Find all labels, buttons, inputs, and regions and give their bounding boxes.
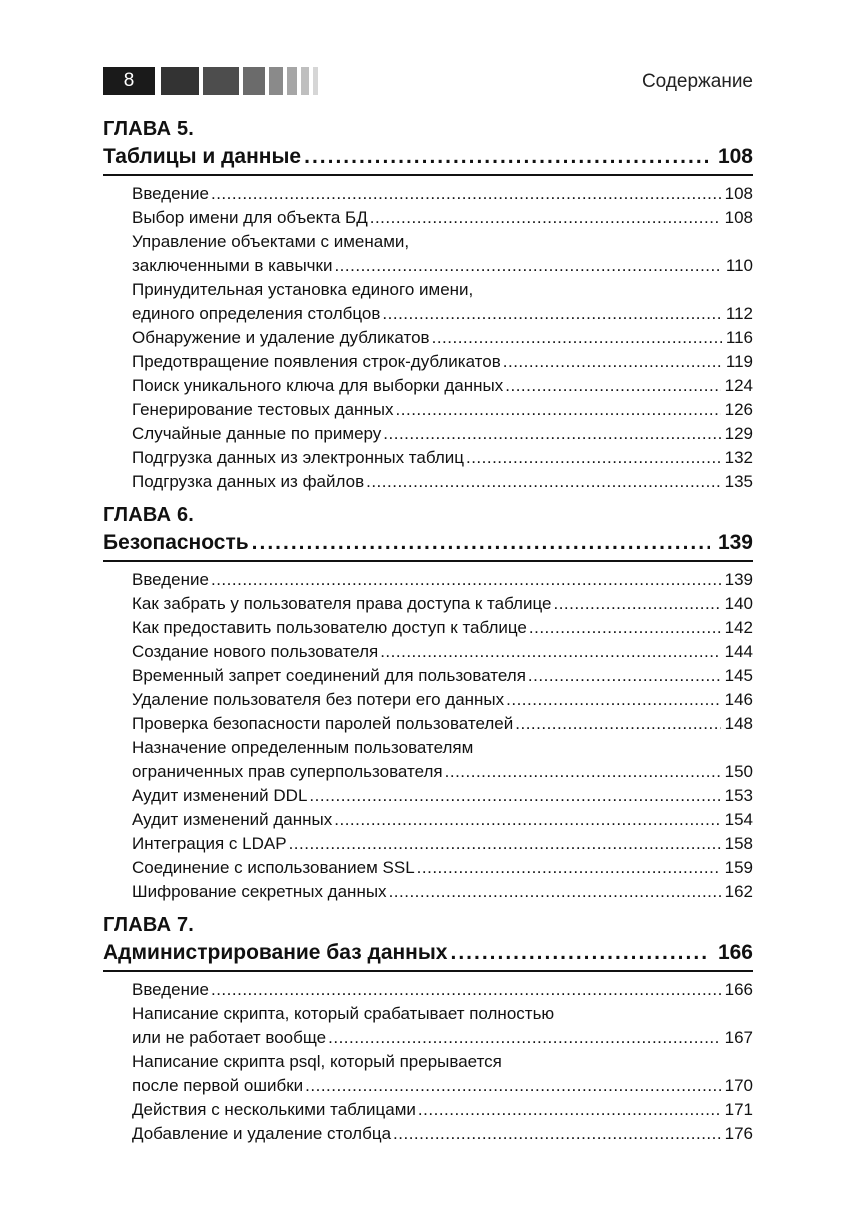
toc-entry[interactable] (103, 832, 753, 856)
entry-row (132, 1074, 753, 1098)
entry-title-line1: Принудительная установка единого имени, (132, 280, 474, 299)
entry-page-number: 148 (724, 714, 753, 733)
toc-entry[interactable] (103, 712, 753, 736)
chapter-title: Администрирование баз данных (103, 941, 448, 964)
entry-row (132, 422, 753, 446)
toc-entry[interactable] (103, 326, 753, 350)
dot-leader (383, 422, 720, 446)
entry-row (132, 784, 753, 808)
entry-title: Генерирование тестовых данных (132, 400, 394, 419)
dot-leader (309, 784, 720, 808)
dot-leader (396, 398, 721, 422)
dot-leader (450, 938, 709, 968)
entry-page-number: 145 (724, 666, 753, 685)
entry-page-number: 140 (724, 594, 753, 613)
entry-title: Введение (132, 184, 209, 203)
entry-row (132, 592, 753, 616)
chapter-title-row[interactable] (103, 938, 753, 972)
dot-leader (418, 1098, 721, 1122)
header-bar (269, 67, 283, 95)
entry-title: Создание нового пользователя (132, 642, 379, 661)
toc-entry[interactable] (103, 446, 753, 470)
entry-page-number: 119 (725, 352, 753, 371)
entry-row (132, 832, 753, 856)
entry-row (132, 978, 753, 1002)
toc-entry[interactable] (103, 470, 753, 494)
chapter-title: Безопасность (103, 531, 249, 554)
entry-title: Интеграция с LDAP (132, 834, 287, 853)
toc-entry[interactable] (103, 640, 753, 664)
entry-row (132, 640, 753, 664)
dot-leader (211, 182, 721, 206)
dot-leader (211, 978, 721, 1002)
entry-page-number: 171 (724, 1100, 753, 1119)
dot-leader (382, 302, 721, 326)
entry-row (132, 712, 753, 736)
toc-entry[interactable] (103, 278, 753, 326)
toc-entry[interactable] (103, 1050, 753, 1098)
entry-row (132, 760, 753, 784)
toc-entry[interactable] (103, 808, 753, 832)
toc-entry[interactable] (103, 398, 753, 422)
chapter-title-row[interactable] (103, 528, 753, 562)
dot-leader (432, 326, 722, 350)
entry-row (132, 880, 753, 904)
entry-title: Обнаружение и удаление дубликатов (132, 328, 430, 347)
dot-leader (389, 880, 721, 904)
entry-row (132, 350, 753, 374)
entry-title-line1: Управление объектами с именами, (132, 232, 410, 251)
entry-title: Добавление и удаление столбца (132, 1124, 392, 1143)
toc-entry[interactable] (103, 568, 753, 592)
entry-page-number: 158 (724, 834, 753, 853)
header-bar (161, 67, 199, 95)
toc-entry[interactable] (103, 1122, 753, 1146)
header-bar (203, 67, 239, 95)
entry-page-number: 108 (724, 184, 753, 203)
dot-leader (252, 528, 710, 558)
dot-leader (334, 808, 720, 832)
entry-title: Введение (132, 570, 209, 589)
entry-row (132, 664, 753, 688)
toc-entry[interactable] (103, 1098, 753, 1122)
dot-leader (528, 664, 721, 688)
entry-page-number: 146 (724, 690, 753, 709)
toc-entry[interactable] (103, 1002, 753, 1050)
entry-title: Проверка безопасности паролей пользователей (132, 714, 514, 733)
entry-page-number: 112 (725, 304, 753, 323)
dot-leader (289, 832, 721, 856)
entry-row (132, 1098, 753, 1122)
dot-leader (553, 592, 720, 616)
entry-row (132, 398, 753, 422)
toc-entry[interactable] (103, 616, 753, 640)
dot-leader (445, 760, 721, 784)
entry-title: Предотвращение появления строк-дубликатов (132, 352, 501, 371)
dot-leader (366, 470, 721, 494)
dot-leader (417, 856, 721, 880)
entry-title: Действия с несколькими таблицами (132, 1100, 416, 1119)
entry-row (132, 374, 753, 398)
entry-title: Аудит изменений DDL (132, 786, 308, 805)
entry-title-line1: Написание скрипта psql, который прерывается (132, 1052, 502, 1071)
entry-row (132, 688, 753, 712)
entry-page-number: 176 (724, 1124, 753, 1143)
entry-page-number: 108 (724, 208, 753, 227)
entry-title: Поиск уникального ключа для выборки данных (132, 376, 504, 395)
entry-title: заключенными в кавычки (132, 256, 333, 275)
entry-title: единого определения столбцов (132, 304, 381, 323)
page-number: 8 (103, 67, 155, 95)
dot-leader (328, 1026, 721, 1050)
entry-row (132, 254, 753, 278)
chapter-page-number: 108 (717, 145, 753, 168)
dot-leader (211, 568, 721, 592)
entry-page-number: 126 (724, 400, 753, 419)
entry-title-line1: Назначение определенным пользователям (132, 738, 474, 757)
running-title: Содержание (641, 71, 753, 92)
entry-title: Как предоставить пользователю доступ к таблице (132, 618, 527, 637)
dot-leader (380, 640, 720, 664)
entry-page-number: 150 (724, 762, 753, 781)
entry-title: Выбор имени для объекта БД (132, 208, 368, 227)
dot-leader (503, 350, 722, 374)
chapter-page-number: 166 (717, 941, 753, 964)
table-of-contents (103, 116, 753, 1154)
toc-entry[interactable] (103, 206, 753, 230)
chapter-page-number: 139 (717, 531, 753, 554)
toc-entry[interactable] (103, 374, 753, 398)
toc-entry[interactable] (103, 688, 753, 712)
entry-row (132, 568, 753, 592)
dot-leader (506, 688, 720, 712)
entry-title-line1: Написание скрипта, который срабатывает полностью (132, 1004, 555, 1023)
entry-page-number: 159 (724, 858, 753, 877)
entry-title: Временный запрет соединений для пользователя (132, 666, 526, 685)
toc-entry[interactable] (103, 182, 753, 206)
entry-page-number: 153 (724, 786, 753, 805)
chapter-title-row[interactable] (103, 142, 753, 176)
header-bar (287, 67, 297, 95)
entry-page-number: 162 (724, 882, 753, 901)
entry-row (132, 616, 753, 640)
header-bar (243, 67, 265, 95)
entry-page-number: 144 (724, 642, 753, 661)
entry-row (132, 856, 753, 880)
entry-page-number: 167 (724, 1028, 753, 1047)
entry-row (132, 470, 753, 494)
entry-page-number: 129 (724, 424, 753, 443)
dot-leader (515, 712, 720, 736)
entry-title: после первой ошибки (132, 1076, 304, 1095)
toc-entry[interactable] (103, 230, 753, 278)
entry-title: или не работает вообще (132, 1028, 327, 1047)
entry-page-number: 166 (724, 980, 753, 999)
entry-row (132, 1122, 753, 1146)
entry-page-number: 170 (724, 1076, 753, 1095)
toc-entry[interactable] (103, 880, 753, 904)
chapter-section (103, 116, 753, 494)
entry-page-number: 154 (724, 810, 753, 829)
chapter-section (103, 912, 753, 1146)
entry-row (132, 446, 753, 470)
entry-row (132, 206, 753, 230)
entry-title: Подгрузка данных из электронных таблиц (132, 448, 464, 467)
entry-row (132, 808, 753, 832)
entry-page-number: 139 (724, 570, 753, 589)
entry-row (132, 182, 753, 206)
entry-title: ограниченных прав суперпользователя (132, 762, 443, 781)
toc-entry[interactable] (103, 856, 753, 880)
entry-title: Соединение с использованием SSL (132, 858, 415, 877)
entry-page-number: 132 (724, 448, 753, 467)
entry-title: Шифрование секретных данных (132, 882, 387, 901)
chapter-section (103, 502, 753, 904)
header-bar (313, 67, 318, 95)
dot-leader (305, 1074, 720, 1098)
dot-leader (529, 616, 721, 640)
toc-entry[interactable] (103, 784, 753, 808)
dot-leader (393, 1122, 721, 1146)
dot-leader (304, 142, 710, 172)
entry-page-number: 142 (724, 618, 753, 637)
toc-entry[interactable] (103, 422, 753, 446)
entry-row (132, 326, 753, 350)
entry-title: Удаление пользователя без потери его данных (132, 690, 505, 709)
dot-leader (505, 374, 720, 398)
entry-page-number: 124 (724, 376, 753, 395)
entry-page-number: 110 (725, 256, 753, 275)
chapter-label: ГЛАВА 5. (103, 118, 195, 140)
header-bar (301, 67, 309, 95)
entry-page-number: 135 (724, 472, 753, 491)
page-header (103, 67, 753, 95)
entry-title: Аудит изменений данных (132, 810, 333, 829)
chapter-title: Таблицы и данные (103, 145, 302, 168)
entry-title: Введение (132, 980, 209, 999)
entry-page-number: 116 (725, 328, 753, 347)
dot-leader (370, 206, 721, 230)
toc-entry[interactable] (103, 350, 753, 374)
chapter-label: ГЛАВА 6. (103, 504, 195, 526)
toc-entry[interactable] (103, 664, 753, 688)
chapter-label: ГЛАВА 7. (103, 914, 195, 936)
dot-leader (466, 446, 721, 470)
toc-entry[interactable] (103, 736, 753, 784)
entry-row (132, 302, 753, 326)
entry-title: Подгрузка данных из файлов (132, 472, 365, 491)
entry-title: Как забрать у пользователя права доступа к таблице (132, 594, 552, 613)
dot-leader (334, 254, 721, 278)
toc-entry[interactable] (103, 978, 753, 1002)
entry-row (132, 1026, 753, 1050)
entry-title: Случайные данные по примеру (132, 424, 382, 443)
toc-entry[interactable] (103, 592, 753, 616)
